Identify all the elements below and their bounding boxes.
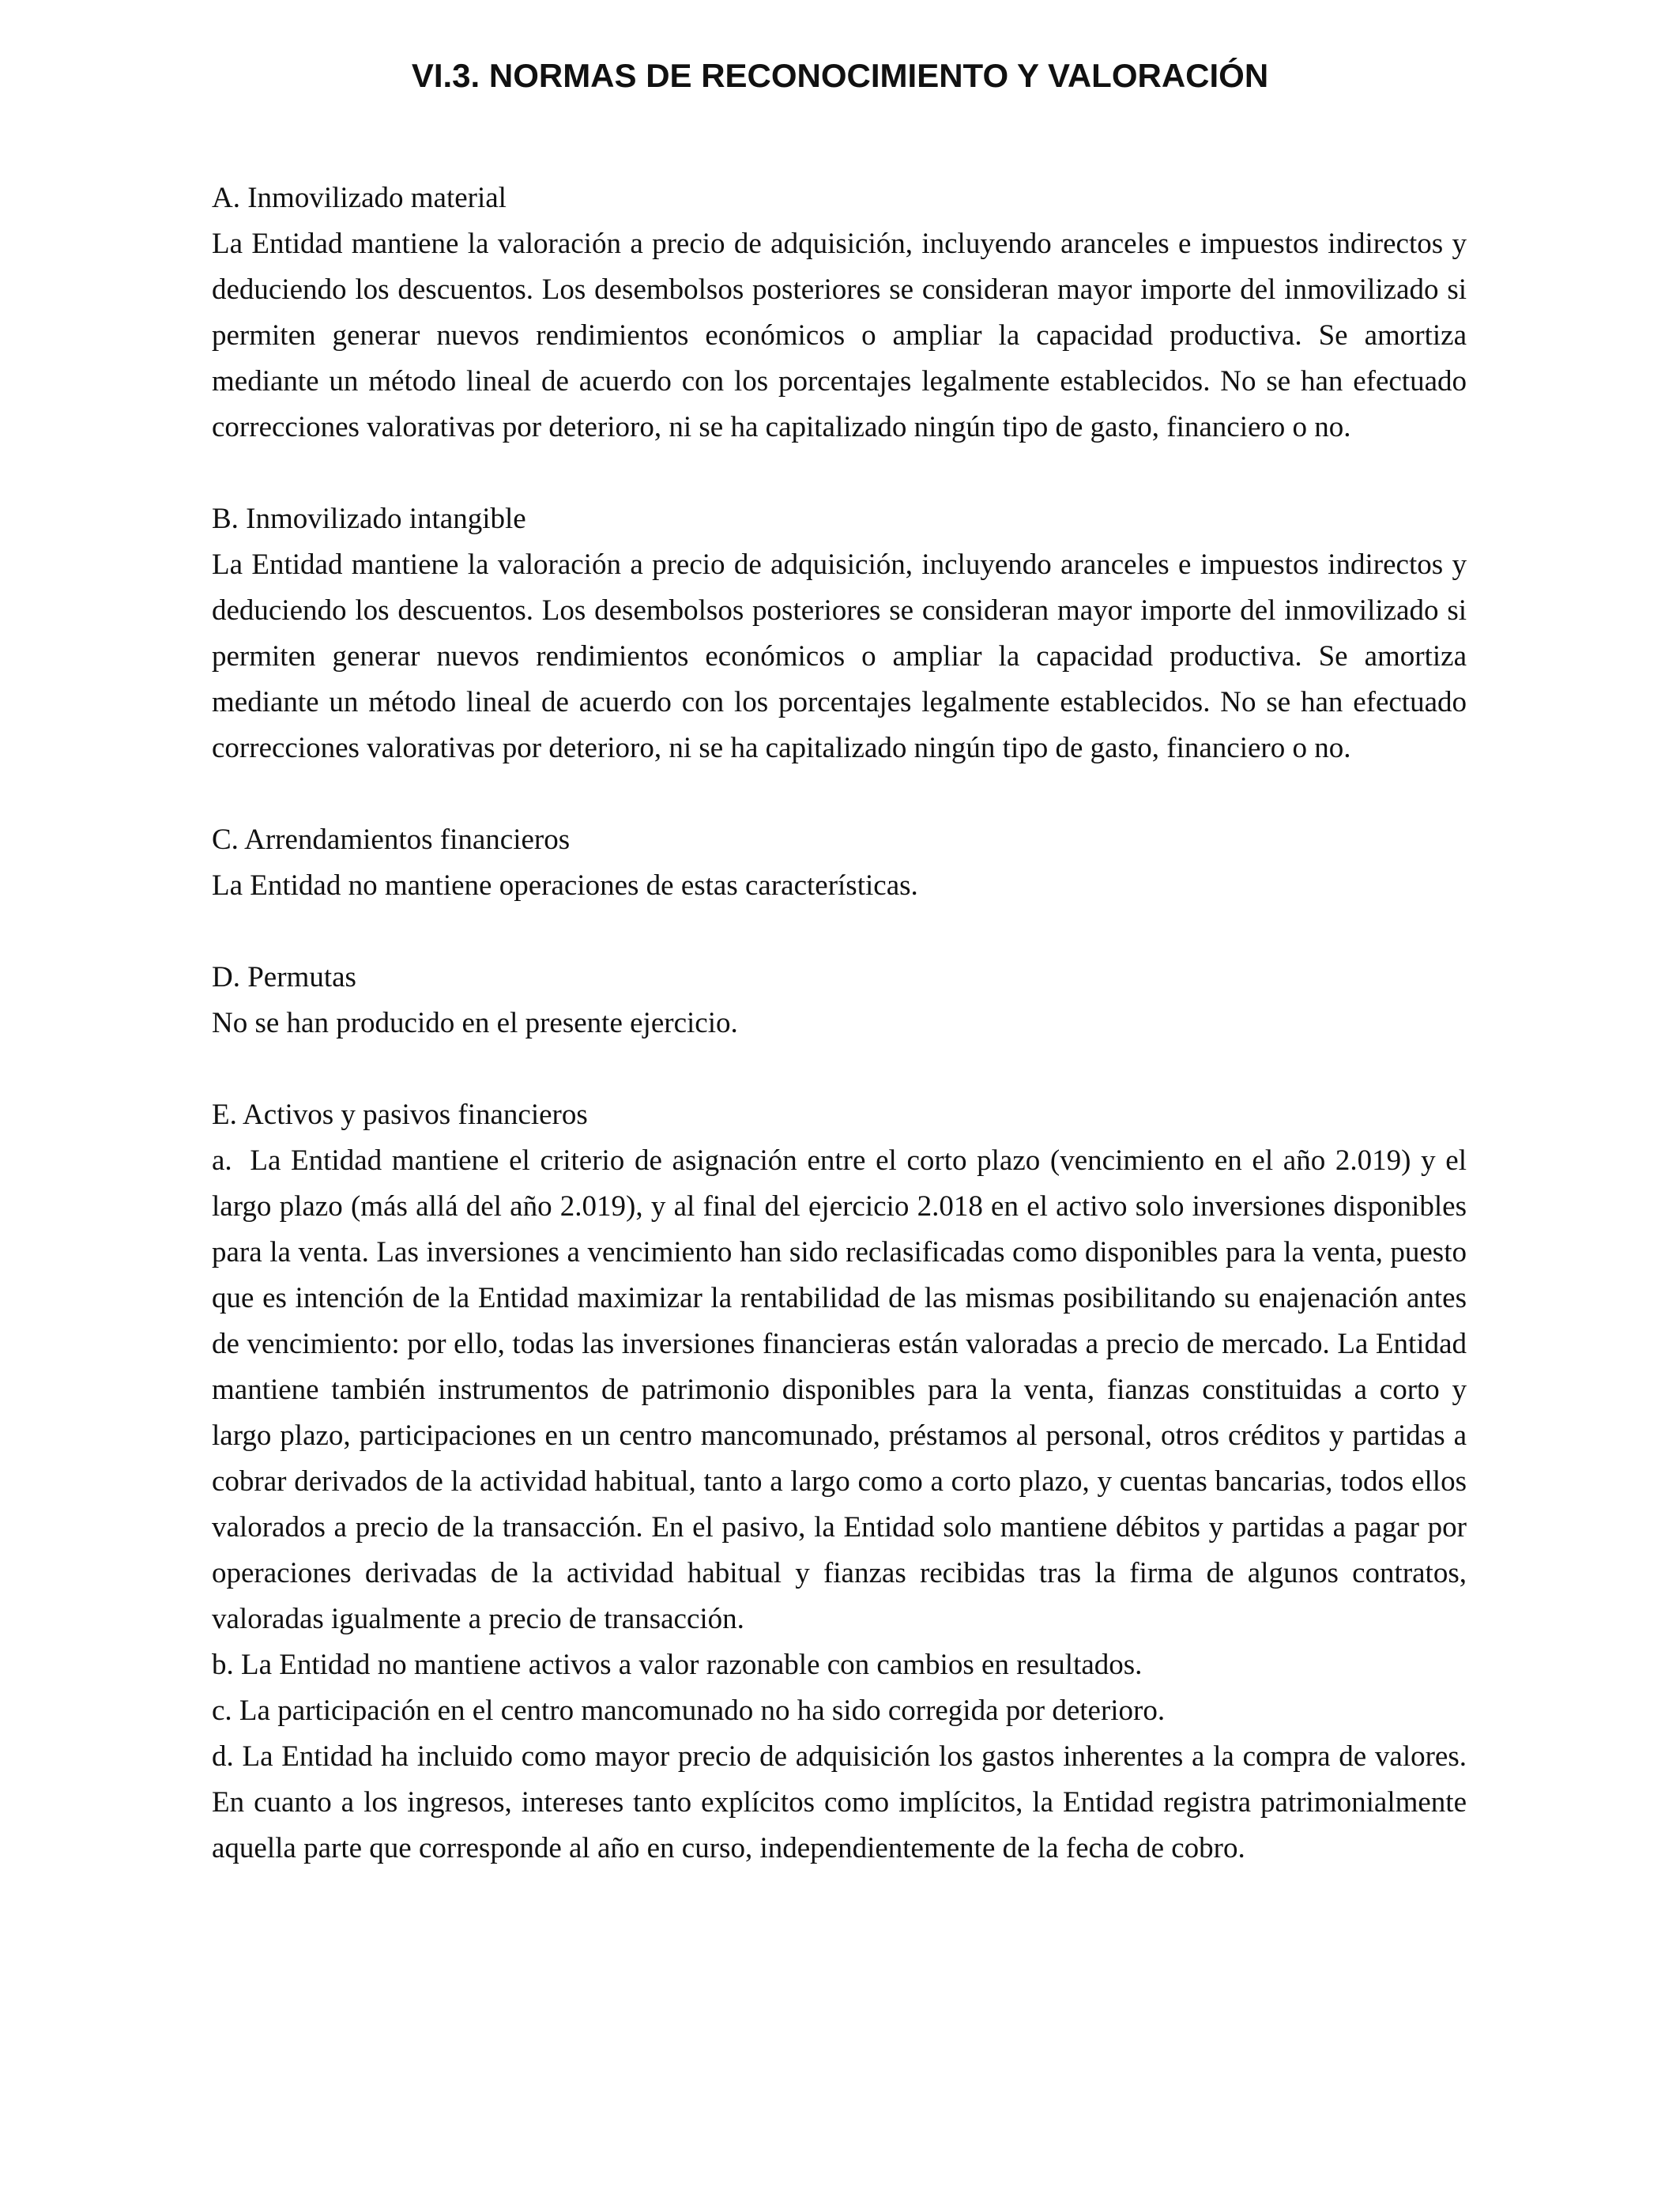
list-item-c: c. La participación en el centro mancomunado no ha sido corregida por deterioro. bbox=[212, 1695, 1166, 1727]
section-inmovilizado-intangible bbox=[212, 496, 1467, 771]
section-heading: C. Arrendamientos financieros bbox=[212, 824, 571, 856]
section-inmovilizado-material bbox=[212, 175, 1467, 450]
page-title: VI.3. NORMAS DE RECONOCIMIENTO Y VALORACIÓN bbox=[411, 57, 1269, 94]
section-heading: D. Permutas bbox=[212, 961, 356, 993]
document-body bbox=[212, 175, 1467, 1872]
section-heading: E. Activos y pasivos financieros bbox=[212, 1099, 588, 1131]
section-paragraph: La Entidad mantiene la valoración a precio de adquisición, incluyendo aranceles e impuestos indirectos y deduciendo los descuentos. Los desembolsos posteriores se consideran mayor importe del inmovilizado si permiten generar nuevos rendimientos económicos o ampliar la capacidad productiva. Se amortiza mediante un método lineal de acuerdo con los porcentajes legalmente establecidos. No se han efectuado correcciones valorativas por deterioro, ni se ha capitalizado ningún tipo de gasto, financiero o no. bbox=[212, 548, 1467, 764]
list-item-label: a. bbox=[212, 1144, 232, 1177]
section-heading: B. Inmovilizado intangible bbox=[212, 503, 526, 535]
section-permutas bbox=[212, 955, 1467, 1046]
section-heading: A. Inmovilizado material bbox=[212, 182, 507, 214]
list-item-b: b. La Entidad no mantiene activos a valor razonable con cambios en resultados. bbox=[212, 1649, 1143, 1681]
list-item-a bbox=[212, 1138, 1467, 1642]
section-arrendamientos-financieros bbox=[212, 817, 1467, 909]
list-item-d: d. La Entidad ha incluido como mayor precio de adquisición los gastos inherentes a la compra de valores. En cuanto a los ingresos, intereses tanto explícitos como implícitos, la Entidad registra patrimonialmente aquella parte que corresponde al año en curso, independientemente de la fecha de cobro. bbox=[212, 1740, 1467, 1864]
section-paragraph: La Entidad no mantiene operaciones de estas características. bbox=[212, 869, 918, 902]
list-item-text: La Entidad mantiene el criterio de asignación entre el corto plazo (vencimiento en el año 2.019) y el largo plazo (más allá del año 2.019), y al final del ejercicio 2.018 en el activo solo inversiones disponibles para la venta. Las inversiones a vencimiento han sido reclasificadas como disponibles para la venta, puesto que es intención de la Entidad maximizar la rentabilidad de las mismas posibilitando su enajenación antes de vencimiento: por ello, todas las inversiones financieras están valoradas a precio de mercado. La Entidad mantiene también instrumentos de patrimonio disponibles para la venta, fianzas constituidas a corto y largo plazo, participaciones en un centro mancomunado, préstamos al personal, otros créditos y partidas a cobrar derivados de la actividad habitual, tanto a largo como a corto plazo, y cuentas bancarias, todos ellos valorados a precio de la transacción. En el pasivo, la Entidad solo mantiene débitos y partidas a pagar por operaciones derivadas de la actividad habitual y fianzas recibidas tras la firma de algunos contratos, valoradas igualmente a precio de transacción. bbox=[212, 1144, 1467, 1635]
section-paragraph: No se han producido en el presente ejercicio. bbox=[212, 1007, 738, 1039]
section-activos-pasivos-financieros bbox=[212, 1092, 1467, 1872]
section-paragraph: La Entidad mantiene la valoración a precio de adquisición, incluyendo aranceles e impuestos indirectos y deduciendo los descuentos. Los desembolsos posteriores se consideran mayor importe del inmovilizado si permiten generar nuevos rendimientos económicos o ampliar la capacidad productiva. Se amortiza mediante un método lineal de acuerdo con los porcentajes legalmente establecidos. No se han efectuado correcciones valorativas por deterioro, ni se ha capitalizado ningún tipo de gasto, financiero o no. bbox=[212, 228, 1467, 443]
